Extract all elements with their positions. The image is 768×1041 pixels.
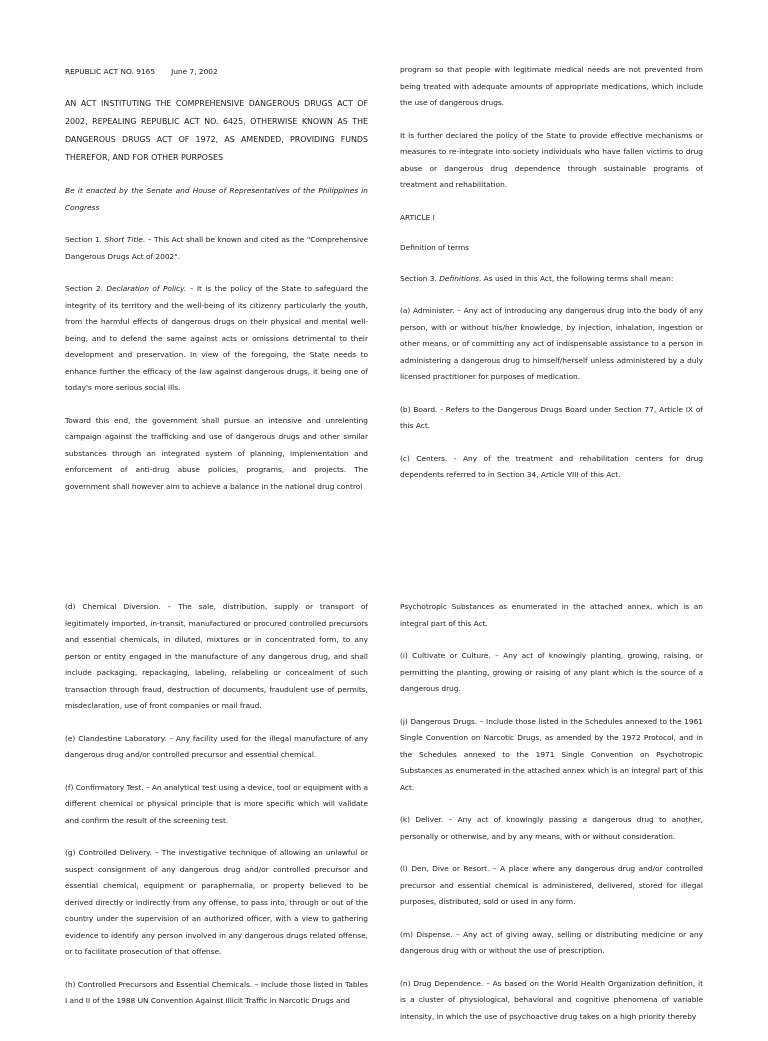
definition-m: (m) Dispense. – Any act of giving away, selling or distributing medicine or any dangerous drug with or without the use of prescription.: [400, 929, 703, 955]
definition-i: (i) Cultivate or Culture. – Any act of knowingly planting, growing, raising, or permitting the planting, growing or raising of any plant which is the source of a dangerous drug.: [400, 651, 703, 693]
article-title: Definition of terms: [400, 243, 470, 252]
section-3: [400, 271, 703, 288]
article-heading: ARTICLE I: [400, 212, 435, 222]
enacting-clause: Be it enacted by the Senate and House of Representatives of the Philippines in Congress: [65, 186, 368, 212]
definition-a: (a) Administer. – Any act of introducing any dangerous drug into the body of any person, with or without his/her knowledge, by injection, inhalation, ingestion or other means, or of committing any act of indispensable assistance to a person in administering a dangerous drug to himself/herself unless administered by a duly licensed practitioner for purposes of medication.: [400, 306, 703, 381]
policy-further: It is further declared the policy of the State to provide effective mechanisms or measures to re-integrate into society individuals who have fallen victims to drug abuse or dangerous drug dependence through sustainable programs of treatment and rehabilitation.: [400, 130, 703, 189]
section-3-prefix: Section 3.: [400, 273, 440, 283]
definition-h: (h) Controlled Precursors and Essential Chemicals. – Include those listed in Tables I and II of the 1988 UN Convention Against Illicit Traffic in Narcotic Drugs and: [65, 979, 368, 1005]
right-column: [400, 599, 703, 1041]
definition-e: (e) Clandestine Laboratory. – Any facility used for the illegal manufacture of any dangerous drug and/or controlled precursor and essential chemical.: [65, 733, 368, 759]
left-column: [65, 63, 368, 511]
definition-d: (d) Chemical Diversion. – The sale, distribution, supply or transport of legitimately imported, in-transit, manufactured or procured controlled precursors and essential chemicals, in diluted, mixtures or in concentrated form, to any person or entity engaged in the manufacture of any dangerous drug, and shall include packaging, repackaging, labeling, relabeling or concealment of such transaction through fraud, destruction of documents, fraudulent use of permits, misdeclaration, use of front companies or mail fraud.: [65, 602, 368, 710]
section-1-term: Short Title.: [104, 235, 146, 244]
section-2: [65, 281, 368, 397]
act-header: [65, 63, 368, 81]
definition-c: (c) Centers. - Any of the treatment and rehabilitation centers for drug dependents referred to in Section 34, Article VIII of this Act.: [400, 453, 703, 479]
definition-k: (k) Deliver. – Any act of knowingly passing a dangerous drug to another, personally or otherwise, and by any means, with or without consideration.: [400, 815, 703, 841]
section-1-prefix: Section 1.: [65, 235, 105, 244]
section-3-text: . As used in this Act, the following terms shall mean:: [478, 273, 674, 283]
policy-paragraph: Toward this end, the government shall pursue an intensive and unrelenting campaign against the trafficking and use of dangerous drugs and other similar substances through an integrated system of planning, implementation and enforcement of anti-drug abuse policies, programs, and projects. The government shall however aim to achieve a balance in the national drug control: [65, 415, 368, 491]
definition-b: (b) Board. - Refers to the Dangerous Drugs Board under Section 77, Article IX of this Act.: [400, 404, 703, 430]
section-2-term: Declaration of Policy.: [106, 284, 187, 293]
section-3-term: Definitions: [439, 273, 479, 283]
definition-j: (j) Dangerous Drugs. – Include those listed in the Schedules annexed to the 1961 Single Convention on Narcotic Drugs, as amended by the 1972 Protocol, and in the Schedules annexed to the 1971 Single Convention on Psychotropic Substances as enumerated in the attached annex which is an integral part of this Act.: [400, 716, 703, 792]
section-2-text: – It is the policy of the State to safeguard the integrity of its territory and the well-being of its citizenry particularly the youth, from the harmful effects of dangerous drugs on their physical and mental well-being, and to defend the same against acts or omissions detrimental to their development and preservation. In view of the foregoing, the State needs to enhance further the efficacy of the law against dangerous drugs, it being one of today's more serious social ills.: [65, 284, 368, 392]
section-2-prefix: Section 2.: [65, 284, 107, 293]
right-column: [400, 62, 703, 500]
policy-continuation: program so that people with legitimate medical needs are not prevented from being treated with adequate amounts of appropriate medications, which include the use of dangerous drugs.: [400, 65, 703, 107]
definition-h-continuation: Psychotropic Substances as enumerated in the attached annex, which is an integral part of this Act.: [400, 602, 703, 628]
act-date: June 7, 2002: [171, 67, 218, 76]
section-1: [65, 232, 368, 265]
act-title: AN ACT INSTITUTING THE COMPREHENSIVE DANGEROUS DRUGS ACT OF 2002, REPEALING REPUBLIC ACT NO. 6425, OTHERWISE KNOWN AS THE DANGEROUS DRUGS ACT OF 1972, AS AMENDED, PROVIDING FUNDS THEREFOR, AND FOR OTHER PURPOSES: [65, 99, 368, 162]
left-column: [65, 599, 368, 1026]
definition-g: (g) Controlled Delivery. – The investigative technique of allowing an unlawful or suspect consignment of any dangerous drug and/or controlled precursor and essential chemical, equipment or paraphernalia, or property believed to be derived directly or indirectly from any offense, to pass into, through or out of the country under the supervision of an authorized officer, with a view to gathering evidence to identify any person involved in any dangerous drugs related offense, or to facilitate prosecution of that offense.: [65, 848, 368, 956]
section-1-text: – This Act shall be known and cited as the "Comprehensive Dangerous Drugs Act of 2002".: [65, 235, 368, 261]
definition-l: (l) Den, Dive or Resort. – A place where any dangerous drug and/or controlled precursor and essential chemical is administered, delivered, stored for illegal purposes, distributed, sold or used in any form.: [400, 864, 703, 906]
document-page-2: [0, 565, 768, 1024]
definition-f: (f) Confirmatory Test. – An analytical test using a device, tool or equipment with a different chemical or physical principle that is more specific which will validate and confirm the result of the screening test.: [65, 782, 368, 825]
definition-n: (n) Drug Dependence. – As based on the World Health Organization definition, it is a cluster of physiological, behavioral and cognitive phenomena of variable intensity, in which the use of psychoactive drug takes on a high priority thereby: [400, 978, 703, 1021]
act-number: REPUBLIC ACT NO. 9165: [65, 67, 156, 76]
